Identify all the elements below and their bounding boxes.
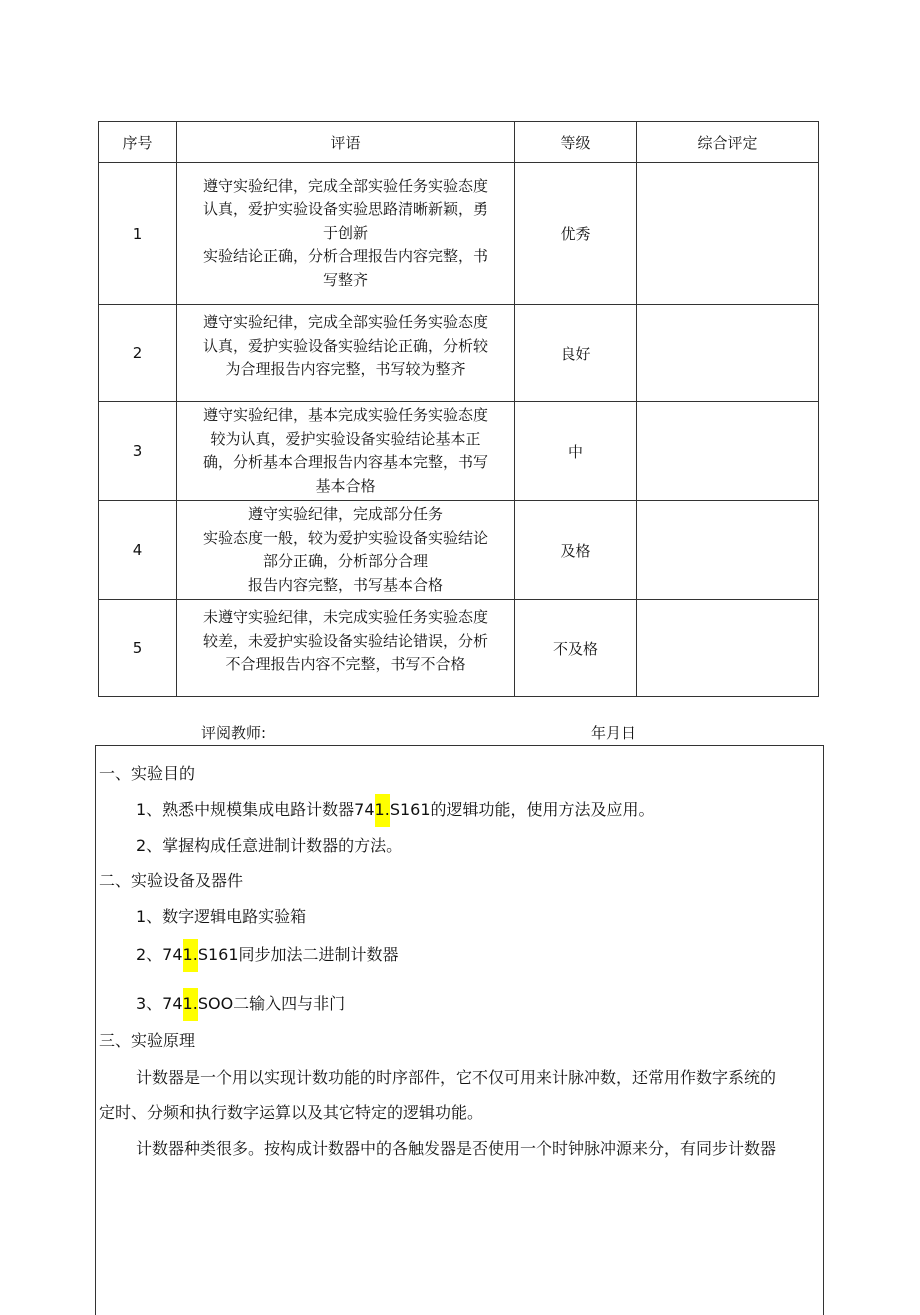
comment-line: 部分正确，分析部分合理 xyxy=(262,552,428,570)
highlight-mark: 1. xyxy=(375,794,390,827)
table-row xyxy=(99,501,819,600)
section-title: 三、实验原理 xyxy=(99,1031,196,1050)
item-text: SOO二输入四与非门 xyxy=(197,994,346,1013)
row-final xyxy=(637,305,819,402)
header-comment: 评语 xyxy=(177,122,515,163)
comment-line: 认真，爱护实验设备实验结论正确，分析较 xyxy=(202,336,488,355)
item-text: S161的逻辑功能，使用方法及应用。 xyxy=(389,800,655,819)
section-title: 二、实验设备及器件 xyxy=(99,871,244,890)
header-no: 序号 xyxy=(99,122,177,163)
highlight-mark: 1. xyxy=(183,939,198,972)
row-no: 2 xyxy=(99,305,177,402)
comment-line: 遵守实验纪律，完成全部实验任务实验态度 xyxy=(202,176,488,195)
body-paragraph: 计数器是一个用以实现计数功能的时序部件，它不仅可用来计脉冲数，还常用作数字系统的 xyxy=(136,1068,777,1087)
list-item xyxy=(136,942,399,965)
row-level: 中 xyxy=(515,402,637,501)
grading-table xyxy=(98,121,819,697)
comment-line: 为合理报告内容完整，书写较为整齐 xyxy=(225,360,466,378)
list-item: 1、数字逻辑电路实验箱 xyxy=(136,907,307,926)
item-text: S161同步加法二进制计数器 xyxy=(197,945,399,964)
row-no: 5 xyxy=(99,600,177,697)
header-final: 综合评定 xyxy=(637,122,819,163)
row-comment xyxy=(177,163,515,305)
reviewer-label: 评阅教师: xyxy=(201,724,267,742)
body-paragraph: 定时、分频和执行数字运算以及其它特定的逻辑功能。 xyxy=(99,1103,484,1122)
row-level: 及格 xyxy=(515,501,637,600)
list-item xyxy=(136,797,655,820)
comment-line: 实验态度一般，较为爱护实验设备实验结论 xyxy=(202,528,488,547)
comment-line: 遵守实验纪律，完成全部实验任务实验态度 xyxy=(202,313,488,331)
row-level: 不及格 xyxy=(515,600,637,697)
table-row xyxy=(99,305,819,402)
comment-line: 未遵守实验纪律，未完成实验任务实验态度 xyxy=(202,608,488,626)
list-item xyxy=(136,991,345,1014)
comment-line: 写整齐 xyxy=(322,270,368,289)
item-text: 2、74 xyxy=(136,945,183,964)
row-level: 优秀 xyxy=(515,163,637,305)
comment-line: 遵守实验纪律，完成部分任务 xyxy=(247,505,443,523)
comment-line: 报告内容完整，书写基本合格 xyxy=(247,575,443,594)
body-paragraph: 计数器种类很多。按构成计数器中的各触发器是否使用一个时钟脉冲源来分，有同步计数器 xyxy=(136,1139,777,1158)
date-label: 年月日 xyxy=(591,724,637,742)
comment-line: 认真，爱护实验设备实验思路清晰新颖，勇 xyxy=(202,200,488,219)
item-text: 3、74 xyxy=(136,994,183,1013)
row-comment xyxy=(177,305,515,402)
comment-line: 遵守实验纪律，基本完成实验任务实验态度 xyxy=(202,406,488,424)
table-row xyxy=(99,600,819,697)
content-box xyxy=(95,745,824,1315)
row-final xyxy=(637,163,819,305)
comment-line: 基本合格 xyxy=(315,476,376,495)
row-no: 1 xyxy=(99,163,177,305)
item-text: 1、熟悉中规模集成电路计数器74 xyxy=(136,800,375,819)
comment-line: 确，分析基本合理报告内容基本完整，书写 xyxy=(202,453,488,471)
row-comment xyxy=(177,501,515,600)
list-item: 2、掌握构成任意进制计数器的方法。 xyxy=(136,836,403,855)
comment-line: 较差，未爱护实验设备实验结论错误，分析 xyxy=(202,631,488,650)
row-comment xyxy=(177,402,515,501)
comment-line: 于创新 xyxy=(322,223,368,242)
section-title: 一、实验目的 xyxy=(99,764,196,783)
row-final xyxy=(637,501,819,600)
row-final xyxy=(637,402,819,501)
row-level: 良好 xyxy=(515,305,637,402)
table-row xyxy=(99,163,819,305)
row-no: 4 xyxy=(99,501,177,600)
row-no: 3 xyxy=(99,402,177,501)
comment-line: 实验结论正确，分析合理报告内容完整，书 xyxy=(202,247,488,266)
comment-line: 不合理报告内容不完整，书写不合格 xyxy=(225,655,466,673)
highlight-mark: 1. xyxy=(183,988,198,1021)
table-row xyxy=(99,402,819,501)
table-header-row xyxy=(99,122,819,163)
row-comment xyxy=(177,600,515,697)
comment-line: 较为认真，爱护实验设备实验结论基本正 xyxy=(210,429,481,448)
header-level: 等级 xyxy=(515,122,637,163)
row-final xyxy=(637,600,819,697)
